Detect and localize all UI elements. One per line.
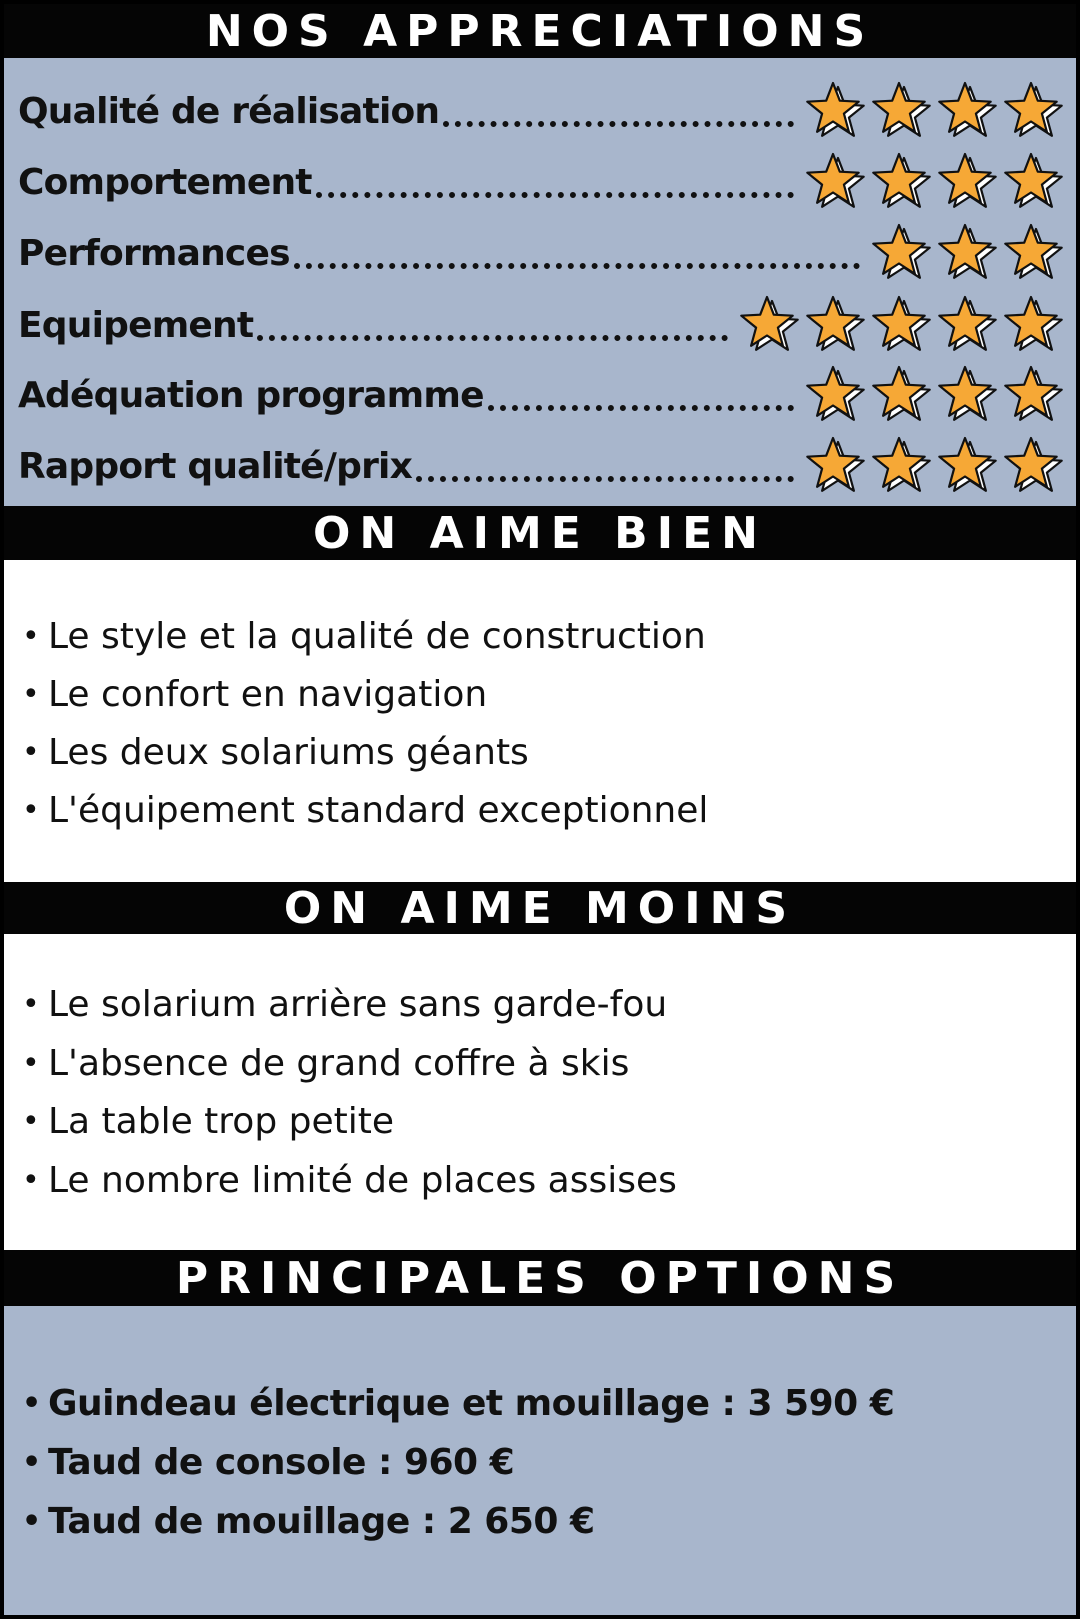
options-panel bbox=[4, 1306, 1076, 1615]
rating-row-performance bbox=[18, 222, 1066, 284]
star-icon bbox=[804, 294, 868, 356]
star-icon bbox=[870, 80, 934, 142]
list-item: • Le nombre limité de places assises bbox=[22, 1159, 677, 1201]
bullet-icon: • bbox=[22, 1162, 40, 1198]
star-icon bbox=[1002, 222, 1066, 284]
option-item: • Taud de console : 960 € bbox=[22, 1441, 515, 1483]
rating-row-value bbox=[18, 435, 1066, 497]
star-icon bbox=[870, 294, 934, 356]
dotted-leader bbox=[257, 335, 728, 341]
star-icon bbox=[936, 80, 1000, 142]
list-item: • Les deux solariums géants bbox=[22, 731, 529, 773]
rating-label: Qualité de réalisation bbox=[18, 90, 440, 132]
option-item: • Taud de mouillage : 2 650 € bbox=[22, 1500, 595, 1542]
star-rating bbox=[804, 80, 1066, 142]
rating-row-program bbox=[18, 364, 1066, 426]
ratings-title: NOS APPRECIATIONS bbox=[205, 5, 875, 57]
star-icon bbox=[1002, 294, 1066, 356]
star-icon bbox=[936, 364, 1000, 426]
rating-label: Performances bbox=[18, 232, 290, 274]
star-icon bbox=[804, 80, 868, 142]
bullet-icon: • bbox=[22, 1103, 40, 1139]
rating-label: Rapport qualité/prix bbox=[18, 445, 413, 487]
dislikes-panel bbox=[4, 934, 1076, 1250]
dotted-leader bbox=[443, 121, 794, 127]
list-item: • Le confort en navigation bbox=[22, 673, 488, 715]
list-item: • L'absence de grand coffre à skis bbox=[22, 1042, 630, 1084]
likes-title: ON AIME BIEN bbox=[313, 507, 767, 559]
dotted-leader bbox=[416, 476, 794, 482]
star-icon bbox=[936, 151, 1000, 213]
star-icon bbox=[738, 294, 802, 356]
dotted-leader bbox=[488, 405, 794, 411]
rating-label: Equipement bbox=[18, 304, 254, 346]
bullet-icon: • bbox=[22, 986, 40, 1022]
star-icon bbox=[870, 364, 934, 426]
rating-label: Comportement bbox=[18, 161, 312, 203]
star-icon bbox=[870, 435, 934, 497]
likes-panel bbox=[4, 560, 1076, 882]
star-icon bbox=[1002, 151, 1066, 213]
ratings-header bbox=[4, 4, 1076, 58]
list-item: • Le style et la qualité de construction bbox=[22, 615, 706, 657]
options-header bbox=[4, 1250, 1076, 1306]
rating-row-quality bbox=[18, 80, 1066, 142]
dotted-leader bbox=[294, 263, 860, 269]
star-icon bbox=[804, 364, 868, 426]
star-icon bbox=[936, 222, 1000, 284]
star-rating bbox=[804, 151, 1066, 213]
bullet-icon: • bbox=[22, 1503, 41, 1539]
rating-row-handling bbox=[18, 151, 1066, 213]
star-icon bbox=[1002, 435, 1066, 497]
bullet-icon: • bbox=[22, 792, 40, 828]
list-item: • L'équipement standard exceptionnel bbox=[22, 789, 709, 831]
list-item: • Le solarium arrière sans garde-fou bbox=[22, 983, 668, 1025]
option-item: • Guindeau électrique et mouillage : 3 590 € bbox=[22, 1382, 895, 1424]
star-rating bbox=[804, 435, 1066, 497]
dislikes-header bbox=[4, 882, 1076, 934]
bullet-icon: • bbox=[22, 676, 40, 712]
bullet-icon: • bbox=[22, 1385, 41, 1421]
star-rating bbox=[738, 294, 1066, 356]
rating-row-equipment bbox=[18, 294, 1066, 356]
bullet-icon: • bbox=[22, 1444, 41, 1480]
dislikes-title: ON AIME MOINS bbox=[283, 882, 797, 934]
star-icon bbox=[804, 151, 868, 213]
options-title: PRINCIPALES OPTIONS bbox=[175, 1252, 905, 1304]
star-icon bbox=[804, 435, 868, 497]
bullet-icon: • bbox=[22, 618, 40, 654]
star-rating bbox=[804, 364, 1066, 426]
star-icon bbox=[1002, 80, 1066, 142]
star-rating bbox=[870, 222, 1066, 284]
star-icon bbox=[1002, 364, 1066, 426]
likes-header bbox=[4, 506, 1076, 560]
star-icon bbox=[870, 222, 934, 284]
bullet-icon: • bbox=[22, 734, 40, 770]
ratings-panel bbox=[4, 58, 1076, 506]
star-icon bbox=[870, 151, 934, 213]
dotted-leader bbox=[316, 192, 794, 198]
list-item: • La table trop petite bbox=[22, 1100, 395, 1142]
bullet-icon: • bbox=[22, 1045, 40, 1081]
rating-label: Adéquation programme bbox=[18, 374, 484, 416]
star-icon bbox=[936, 294, 1000, 356]
star-icon bbox=[936, 435, 1000, 497]
